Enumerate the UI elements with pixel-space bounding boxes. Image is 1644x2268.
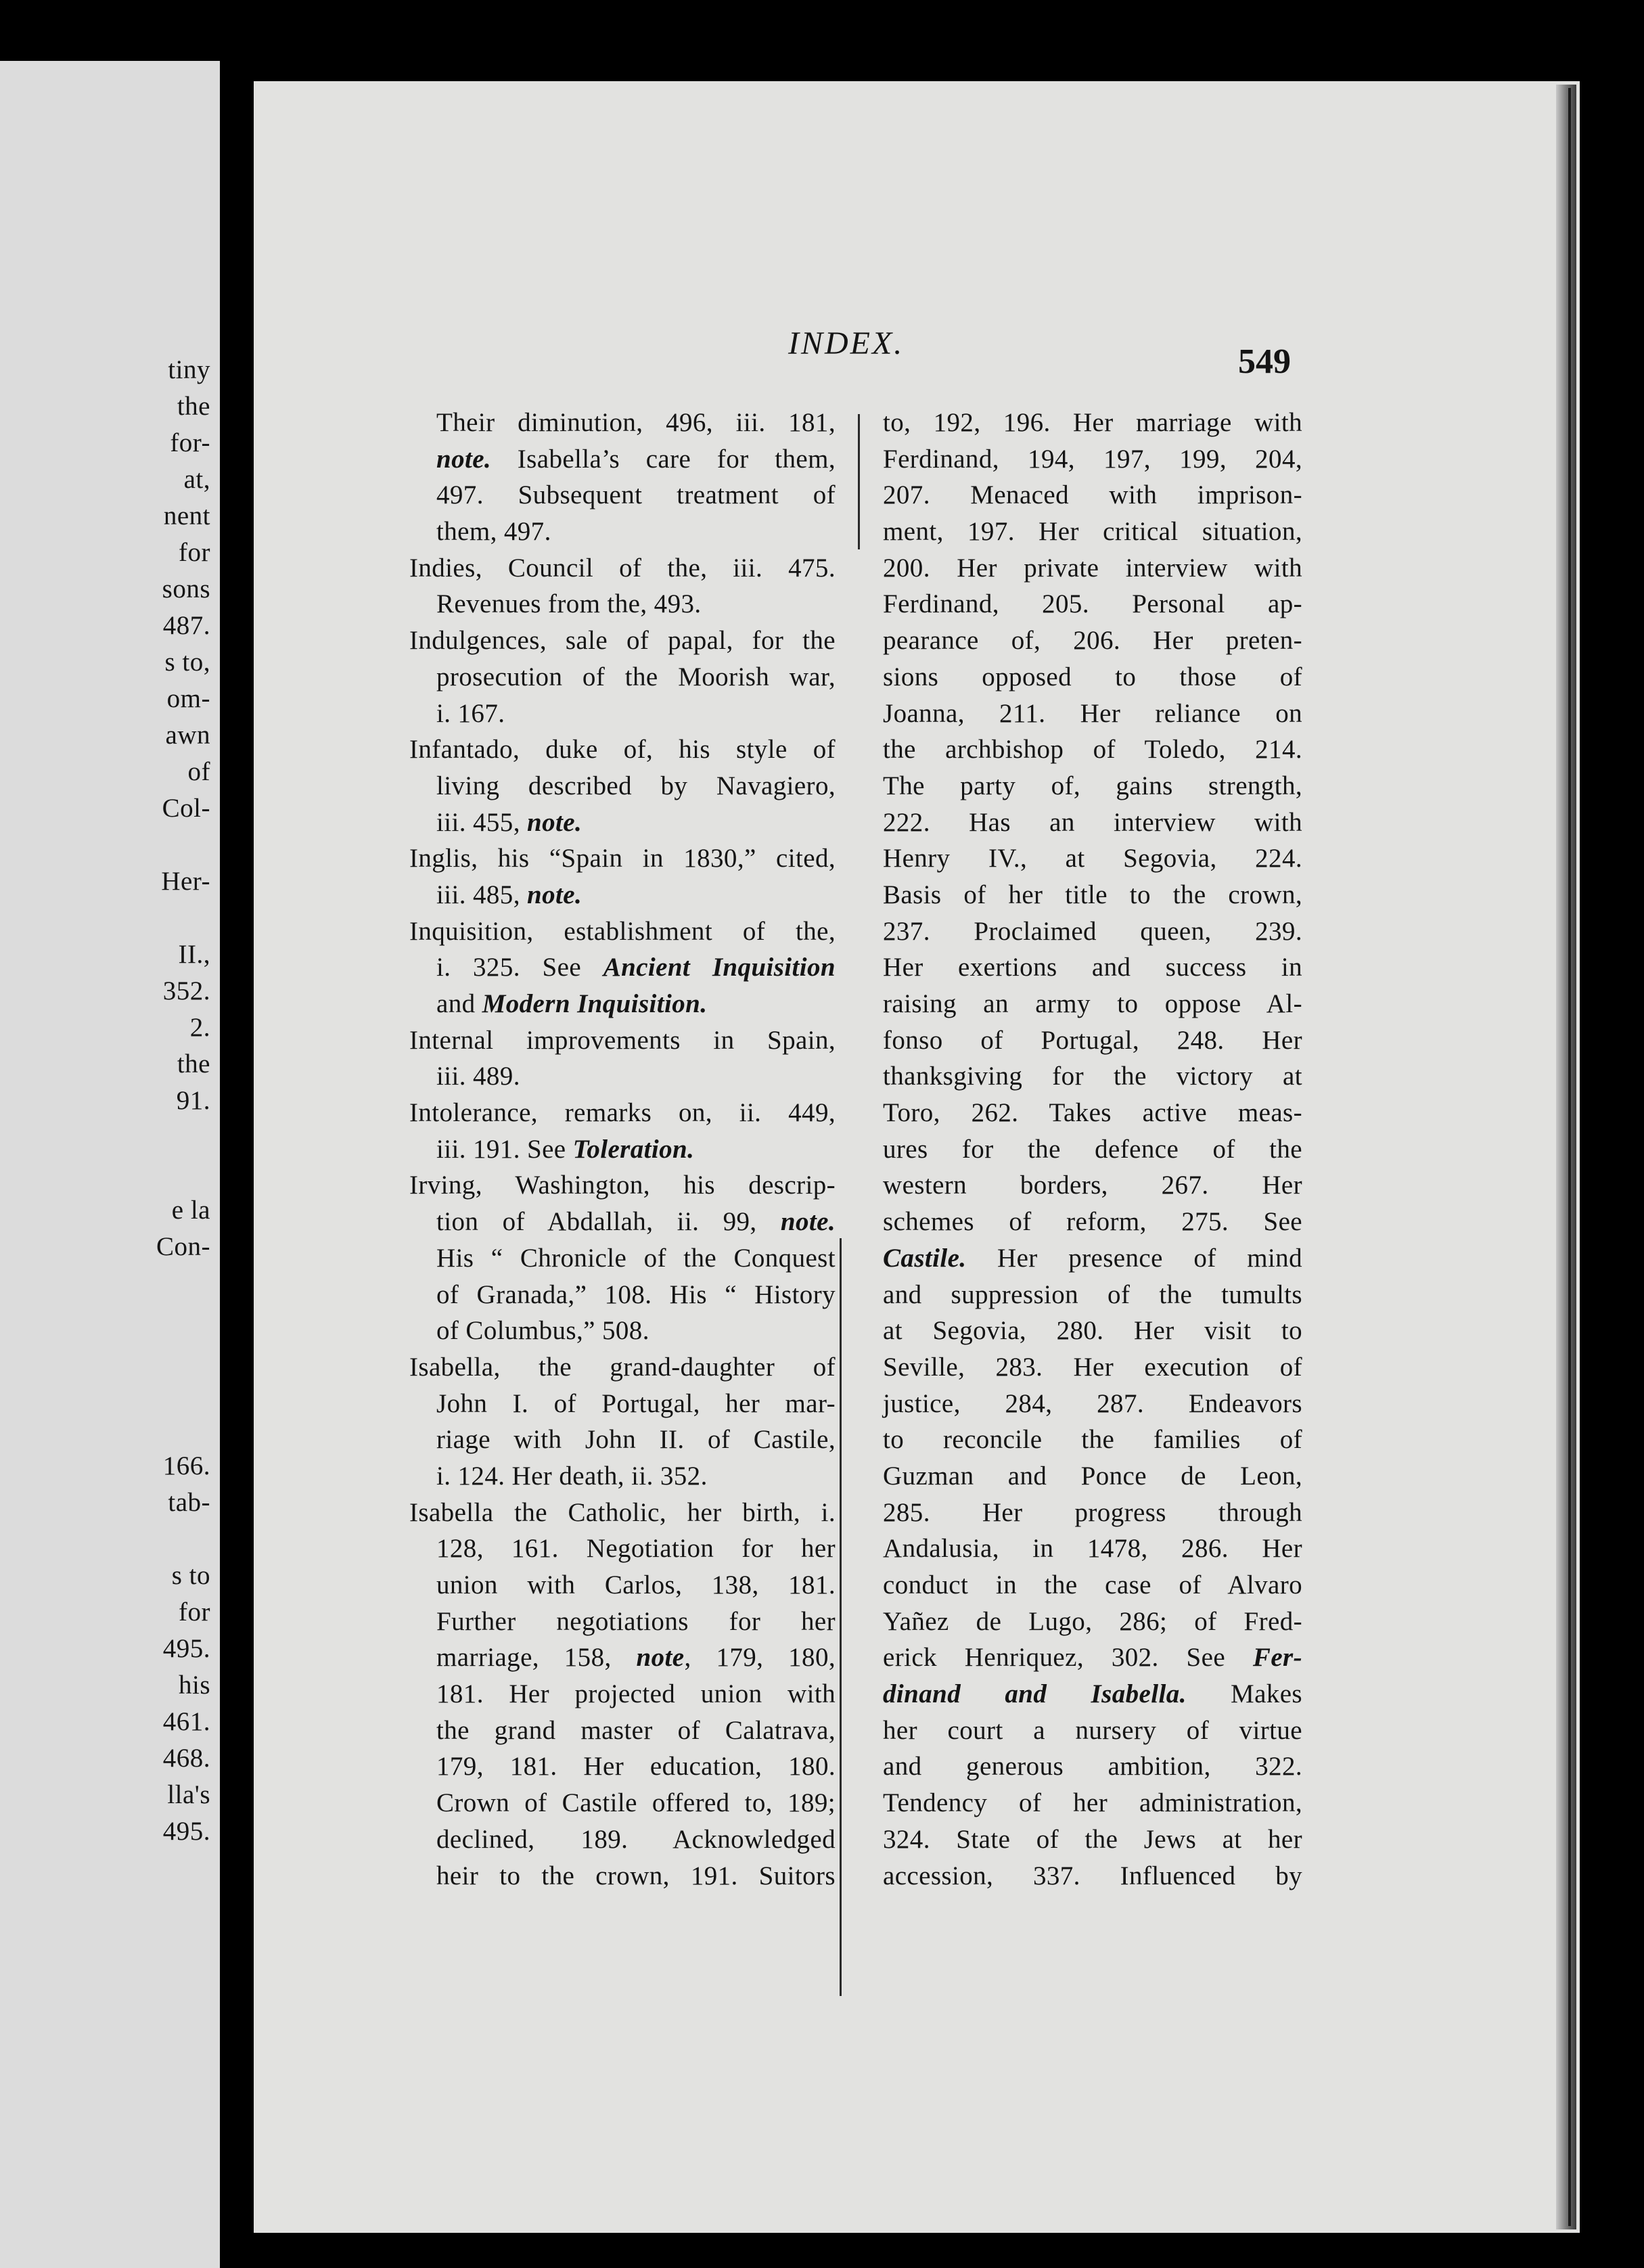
left-page-text-fragment: for- <box>170 428 210 457</box>
index-line: Infantado, duke of, his style of <box>409 735 836 765</box>
index-line: 285. Her progress through <box>883 1497 1302 1527</box>
left-page-text-fragment: s to <box>171 1561 210 1590</box>
index-line: Ferdinand, 205. Personal ap- <box>883 589 1302 619</box>
index-line: the grand master of Calatrava, <box>436 1715 836 1745</box>
left-page-text-fragment: s to, <box>164 648 210 677</box>
running-head: INDEX. <box>788 325 905 361</box>
index-line: i. 167. <box>436 698 505 728</box>
index-line: The party of, gains strength, <box>883 771 1302 800</box>
index-line: 237. Proclaimed queen, 239. <box>883 916 1302 946</box>
left-page-fragment <box>0 61 220 2268</box>
index-line: 207. Menaced with imprison- <box>883 480 1302 510</box>
index-line: iii. 489. <box>436 1062 520 1091</box>
left-page-text-fragment: 461. <box>162 1707 210 1736</box>
left-page-text-fragment: tab- <box>168 1488 210 1517</box>
index-line: 324. State of the Jews at her <box>883 1824 1302 1854</box>
index-line: raising an army to oppose Al- <box>883 989 1302 1018</box>
left-page-text-fragment: sons <box>162 574 210 604</box>
index-line: Basis of her title to the crown, <box>883 880 1302 909</box>
index-line: Inglis, his “Spain in 1830,” cited, <box>409 844 836 874</box>
left-page-text-fragment: 495. <box>162 1634 210 1663</box>
index-line: western borders, 267. Her <box>883 1171 1302 1200</box>
index-line: heir to the crown, 191. Suitors <box>436 1861 836 1890</box>
left-page-text-fragment: om- <box>166 684 210 713</box>
index-line: Andalusia, in 1478, 286. Her <box>883 1534 1302 1564</box>
left-page-text-fragment: for <box>179 1597 210 1627</box>
column-rule-upper <box>858 414 860 549</box>
index-line: iii. 455, note. <box>436 807 583 837</box>
index-line: Toro, 262. Takes active meas- <box>883 1098 1302 1128</box>
left-page-text-fragment: at, <box>183 465 210 494</box>
index-line: the archbishop of Toledo, 214. <box>883 735 1302 765</box>
left-page-text-fragment: Col- <box>162 794 210 823</box>
index-line: of Granada,” 108. His “ History <box>436 1279 836 1309</box>
index-line: marriage, 158, note, 179, 180, <box>436 1643 836 1673</box>
index-line: Castile. Her presence of mind <box>883 1243 1302 1273</box>
index-line: to reconcile the families of <box>883 1425 1302 1455</box>
index-line: her court a nursery of virtue <box>883 1715 1302 1745</box>
index-line: note. Isabella’s care for them, <box>436 444 836 474</box>
index-line: Isabella, the grand-daughter of <box>409 1352 836 1382</box>
index-line: Their diminution, 496, iii. 181, <box>436 408 836 437</box>
index-column-left <box>409 405 836 1894</box>
index-line: and suppression of the tumults <box>883 1279 1302 1309</box>
index-line: Internal improvements in Spain, <box>409 1025 836 1055</box>
index-line: Guzman and Ponce de Leon, <box>883 1461 1302 1491</box>
index-line: iii. 191. See Toleration. <box>436 1134 695 1164</box>
index-line: at Segovia, 280. Her visit to <box>883 1316 1302 1346</box>
index-line: Further negotiations for her <box>436 1606 836 1636</box>
index-line: Tendency of her administration, <box>883 1788 1302 1818</box>
index-line: fonso of Portugal, 248. Her <box>883 1025 1302 1055</box>
index-line: pearance of, 206. Her preten- <box>883 626 1302 656</box>
index-line: tion of Abdallah, ii. 99, note. <box>436 1207 836 1237</box>
left-page-text-fragment: 166. <box>162 1451 210 1480</box>
left-page-text-fragment: Con- <box>156 1232 210 1261</box>
left-page-text-fragment: of <box>187 757 210 786</box>
index-line: His “ Chronicle of the Conquest <box>436 1243 836 1273</box>
index-line: 181. Her projected union with <box>436 1679 836 1709</box>
index-line: Henry IV., at Segovia, 224. <box>883 844 1302 874</box>
index-line: Inquisition, establishment of the, <box>409 916 836 946</box>
left-page-text-fragment: 2. <box>189 1013 210 1042</box>
left-page-text-fragment: the <box>177 392 210 421</box>
index-line: i. 325. See Ancient Inquisition <box>436 953 836 982</box>
index-line: ures for the defence of the <box>883 1134 1302 1164</box>
index-column-right <box>883 405 1302 1894</box>
left-page-text-fragment: lla's <box>167 1780 210 1809</box>
left-page-text-fragment: Her- <box>161 867 210 896</box>
index-line: conduct in the case of Alvaro <box>883 1570 1302 1600</box>
left-page-text-fragment: for <box>179 538 210 567</box>
page-edge <box>1556 85 1576 2229</box>
index-line: 200. Her private interview with <box>883 553 1302 583</box>
index-line: dinand and Isabella. Makes <box>883 1679 1302 1709</box>
index-line: and Modern Inquisition. <box>436 989 708 1018</box>
index-line: Ferdinand, 194, 197, 199, 204, <box>883 444 1302 474</box>
index-line: Yañez de Lugo, 286; of Fred- <box>883 1606 1302 1636</box>
index-line: to, 192, 196. Her marriage with <box>883 408 1302 437</box>
index-line: Intolerance, remarks on, ii. 449, <box>409 1098 836 1128</box>
index-line: sions opposed to those of <box>883 662 1302 691</box>
left-page-text-fragment: 91. <box>176 1086 210 1115</box>
index-line: them, 497. <box>436 517 551 547</box>
left-page-text-fragment: nent <box>163 501 210 530</box>
index-line: 128, 161. Negotiation for her <box>436 1534 836 1564</box>
index-line: Indulgences, sale of papal, for the <box>409 626 836 656</box>
index-line: riage with John II. of Castile, <box>436 1425 836 1455</box>
index-line: iii. 485, note. <box>436 880 583 909</box>
left-page-text-fragment: e la <box>171 1196 210 1225</box>
left-page-text-fragment: his <box>178 1671 210 1700</box>
index-page <box>254 81 1580 2233</box>
index-line: 497. Subsequent treatment of <box>436 480 836 510</box>
left-page-text-fragment: 352. <box>162 976 210 1005</box>
left-page-text-fragment: the <box>177 1049 210 1079</box>
index-line: John I. of Portugal, her mar- <box>436 1388 836 1418</box>
left-page-text-fragment: tiny <box>168 355 210 384</box>
left-page-text-fragment: II., <box>178 940 210 969</box>
index-line: declined, 189. Acknowledged <box>436 1824 836 1854</box>
index-line: Indies, Council of the, iii. 475. <box>409 553 836 583</box>
index-line: Her exertions and success in <box>883 953 1302 982</box>
index-line: living described by Navagiero, <box>436 771 836 800</box>
index-line: 222. Has an interview with <box>883 807 1302 837</box>
book-gutter <box>220 0 254 2268</box>
index-line: Crown of Castile offered to, 189; <box>436 1788 836 1818</box>
index-line: Revenues from the, 493. <box>436 589 702 619</box>
page-edge-line <box>1568 88 1571 2226</box>
column-rule-lower <box>840 1238 842 1996</box>
index-line: 179, 181. Her education, 180. <box>436 1752 836 1782</box>
index-line: prosecution of the Moorish war, <box>436 662 836 691</box>
index-line: Isabella the Catholic, her birth, i. <box>409 1497 836 1527</box>
index-line: erick Henriquez, 302. See Fer- <box>883 1643 1302 1673</box>
index-line: i. 124. Her death, ii. 352. <box>436 1461 708 1491</box>
index-line: Irving, Washington, his descrip- <box>409 1171 836 1200</box>
page-number: 549 <box>1238 342 1291 381</box>
left-page-text-fragment: awn <box>165 721 210 750</box>
left-page-text-fragment: 495. <box>162 1817 210 1846</box>
index-line: justice, 284, 287. Endeavors <box>883 1388 1302 1418</box>
index-line: union with Carlos, 138, 181. <box>436 1570 836 1600</box>
index-line: Joanna, 211. Her reliance on <box>883 698 1302 728</box>
left-page-text-fragment: 468. <box>162 1744 210 1773</box>
index-line: thanksgiving for the victory at <box>883 1062 1302 1091</box>
index-line: schemes of reform, 275. See <box>883 1207 1302 1237</box>
index-line: accession, 337. Influenced by <box>883 1861 1302 1890</box>
index-line: ment, 197. Her critical situation, <box>883 517 1302 547</box>
index-line: of Columbus,” 508. <box>436 1316 649 1346</box>
index-line: and generous ambition, 322. <box>883 1752 1302 1782</box>
index-line: Seville, 283. Her execution of <box>883 1352 1302 1382</box>
left-page-text-fragment: 487. <box>162 611 210 640</box>
